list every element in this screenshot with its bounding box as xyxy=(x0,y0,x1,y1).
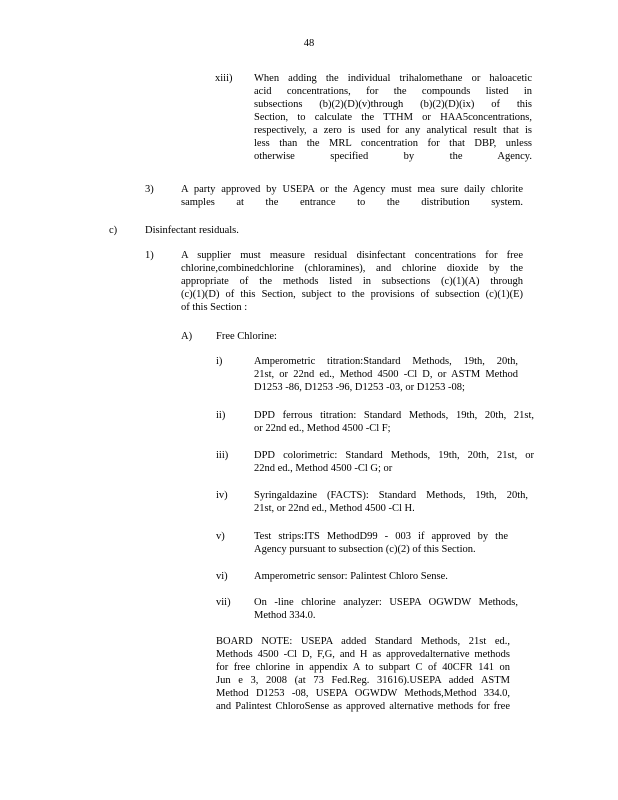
text-line: Syringaldazine (FACTS): Standard Methods, 19th, 20th, xyxy=(254,490,528,501)
text-line: Jun e 3, 2008 (at 73 Fed.Reg. 31616).USEPA added ASTM xyxy=(216,675,510,686)
text-line: Section, to calculate the TTHM or HAA5concentrations, xyxy=(254,112,532,123)
item-label: i) xyxy=(216,356,223,367)
paragraph-item-vii xyxy=(254,596,518,622)
paragraph-item-i xyxy=(254,355,518,394)
text-line: appropriate of the methods listed in subsections (c)(1)(A) through xyxy=(181,276,523,287)
text-line: DPD colorimetric: Standard Methods, 19th, 20th, 21st, or xyxy=(254,450,534,461)
text-line: acid concentrations, for the compounds listed in xyxy=(254,86,532,97)
paragraph-item-v xyxy=(254,530,508,556)
text-line: (c)(1)(D) of this Section, subject to the provisions of subsection (c)(1)(E) xyxy=(181,289,523,300)
paragraph-item-vi xyxy=(254,570,448,583)
subsection-heading xyxy=(216,330,277,343)
text-line: Amperometric titration:Standard Methods, 19th, 20th, xyxy=(254,356,518,367)
paragraph-item-xiii xyxy=(254,72,532,163)
text-line: or 22nd ed., Method 4500 -Cl F; xyxy=(254,423,391,434)
paragraph-item-iii xyxy=(254,449,534,475)
text-line: Methods 4500 -Cl D, F,G, and H as approvedalternative methods xyxy=(216,649,510,660)
text-line: BOARD NOTE: USEPA added Standard Methods, 21st ed., xyxy=(216,636,510,647)
text-line: samples at the entrance to the distribution system. xyxy=(181,197,523,208)
text-line: Amperometric sensor: Palintest Chloro Sense. xyxy=(254,571,448,582)
item-label: 1) xyxy=(145,250,154,261)
text-line: Method D1253 -08, USEPA OGWDW Methods,Method 334.0, xyxy=(216,688,510,699)
text-line: A supplier must measure residual disinfectant concentrations for free xyxy=(181,250,523,261)
paragraph-item-1 xyxy=(181,249,523,314)
text-line: respectively, a zero is used for any analytical result that is xyxy=(254,125,532,136)
item-label: iv) xyxy=(216,490,228,501)
section-heading xyxy=(145,224,239,237)
paragraph-item-3 xyxy=(181,183,523,209)
text-line: A party approved by USEPA or the Agency must mea sure daily chlorite xyxy=(181,184,523,195)
text-line: D1253 -86, D1253 -96, D1253 -03, or D1253 -08; xyxy=(254,382,465,393)
item-label: c) xyxy=(109,225,118,236)
text-line: Agency pursuant to subsection (c)(2) of this Section. xyxy=(254,544,476,555)
text-line: Disinfectant residuals. xyxy=(145,225,239,236)
paragraph-item-iv xyxy=(254,489,528,515)
text-line: subsections (b)(2)(D)(v)through (b)(2)(D)(ix) of this xyxy=(254,99,532,110)
item-label: vi) xyxy=(216,571,228,582)
item-label: A) xyxy=(181,331,193,342)
text-line: DPD ferrous titration: Standard Methods, 19th, 20th, 21st, xyxy=(254,410,534,421)
text-line: Free Chlorine: xyxy=(216,331,277,342)
page-number: 48 xyxy=(303,38,315,49)
text-line: 22nd ed., Method 4500 -Cl G; or xyxy=(254,463,393,474)
text-line: and Palintest ChloroSense as approved alternative methods for free xyxy=(216,701,510,712)
text-line: chlorine,combinedchlorine (chloramines), and chlorine dioxide by the xyxy=(181,263,523,274)
text-line: Test strips:ITS MethodD99 - 003 if approved by the xyxy=(254,531,508,542)
text-line: 21st, or 22nd ed., Method 4500 -Cl H. xyxy=(254,503,415,514)
text-line: On -line chlorine analyzer: USEPA OGWDW Methods, xyxy=(254,597,518,608)
paragraph-item-ii xyxy=(254,409,534,435)
text-line: less than the MRL concentration for that DBP, unless xyxy=(254,138,532,149)
item-label: 3) xyxy=(145,184,154,195)
text-line: 21st, or 22nd ed., Method 4500 -Cl D, or ASTM Method xyxy=(254,369,518,380)
item-label: v) xyxy=(216,531,225,542)
item-label: ii) xyxy=(216,410,226,421)
text-line: otherwise specified by the Agency. xyxy=(254,151,532,162)
item-label: vii) xyxy=(216,597,231,608)
text-line: Method 334.0. xyxy=(254,610,316,621)
board-note xyxy=(216,635,510,713)
text-line: for free chlorine in appendix A to subpart C of 40CFR 141 on xyxy=(216,662,510,673)
text-line: When adding the individual trihalomethane or haloacetic xyxy=(254,73,532,84)
item-label: xiii) xyxy=(215,73,233,84)
item-label: iii) xyxy=(216,450,229,461)
text-line: of this Section : xyxy=(181,302,248,313)
